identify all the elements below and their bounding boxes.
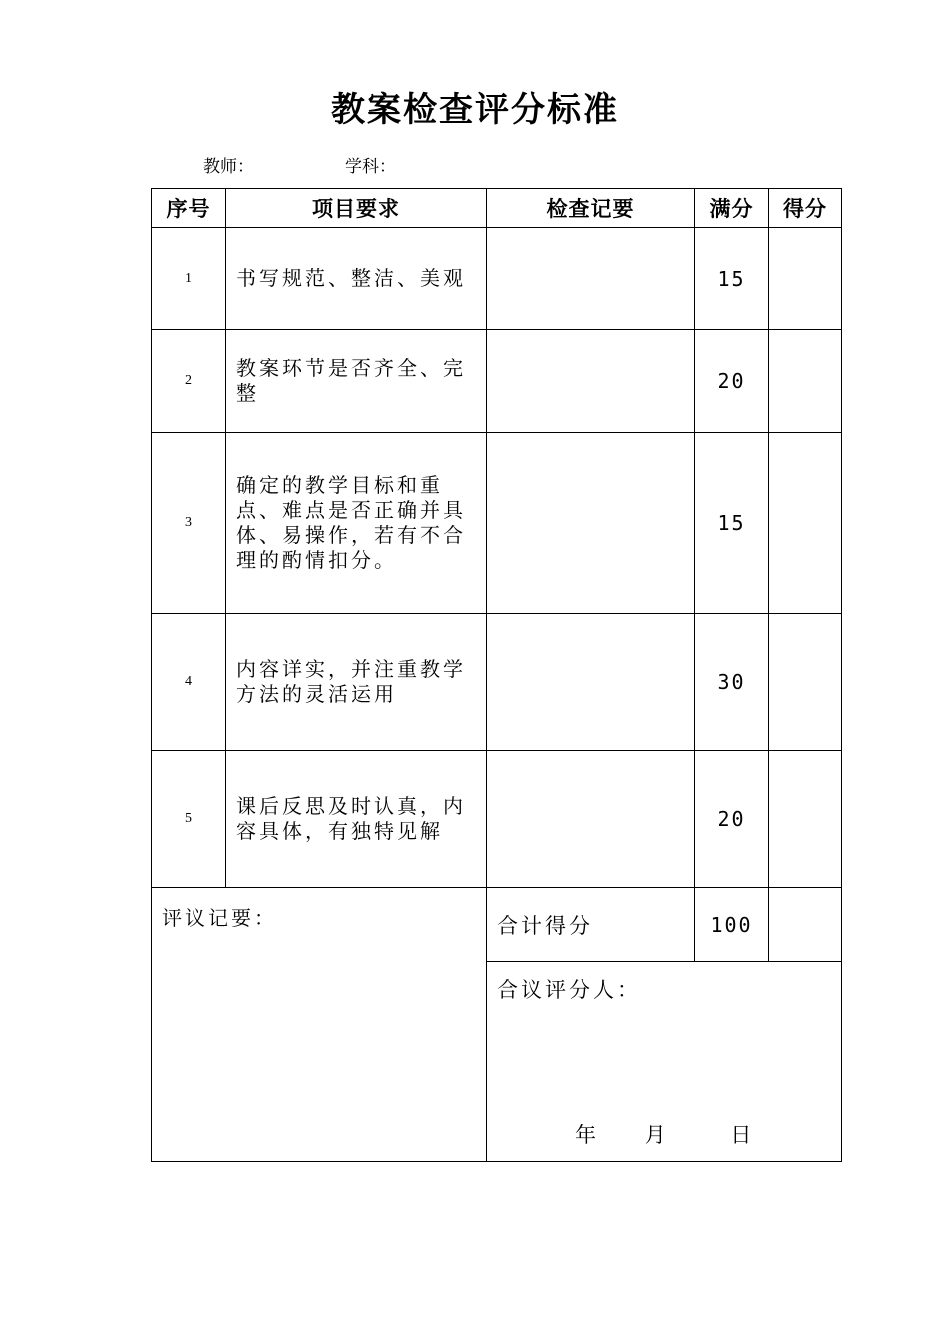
table-row bbox=[152, 228, 842, 330]
page-title: 教案检查评分标准 bbox=[331, 90, 619, 130]
header-full-score: 满分 bbox=[695, 189, 769, 228]
row-requirement: 内容详实，并注重教学方法的灵活运用 bbox=[226, 614, 487, 751]
signer-label: 合议评分人： bbox=[497, 978, 641, 1002]
row-score-cell[interactable] bbox=[769, 228, 842, 330]
row-requirement: 确定的教学目标和重点、难点是否正确并具体、易操作，若有不合理的酌情扣分。 bbox=[226, 433, 487, 614]
row-requirement: 课后反思及时认真，内容具体，有独特见解 bbox=[226, 751, 487, 888]
row-full-score: 15 bbox=[695, 433, 769, 614]
row-seq: 5 bbox=[152, 751, 226, 888]
row-notes-cell[interactable] bbox=[487, 228, 695, 330]
row-score-cell[interactable] bbox=[769, 330, 842, 433]
date-month-label: 月 bbox=[644, 1123, 666, 1147]
row-seq: 3 bbox=[152, 433, 226, 614]
row-full-score: 30 bbox=[695, 614, 769, 751]
teacher-label: 教师： bbox=[203, 157, 254, 177]
row-score-cell[interactable] bbox=[769, 614, 842, 751]
total-score-cell[interactable] bbox=[769, 888, 842, 962]
header-notes: 检查记要 bbox=[487, 189, 695, 228]
date-line bbox=[575, 1119, 751, 1149]
row-seq: 2 bbox=[152, 330, 226, 433]
total-full-score: 100 bbox=[695, 888, 769, 962]
table-row bbox=[152, 751, 842, 888]
scoring-table bbox=[151, 188, 842, 1162]
table-row bbox=[152, 433, 842, 614]
date-year-label: 年 bbox=[575, 1123, 596, 1147]
header-requirement: 项目要求 bbox=[226, 189, 487, 228]
signer-cell[interactable] bbox=[487, 962, 842, 1162]
row-seq: 1 bbox=[152, 228, 226, 330]
row-score-cell[interactable] bbox=[769, 751, 842, 888]
header-score: 得分 bbox=[769, 189, 842, 228]
table-header-row bbox=[152, 189, 842, 228]
comments-cell[interactable] bbox=[152, 888, 487, 1162]
comments-label: 评议记要： bbox=[162, 906, 277, 930]
row-score-cell[interactable] bbox=[769, 433, 842, 614]
table-row bbox=[152, 330, 842, 433]
row-requirement: 教案环节是否齐全、完整 bbox=[226, 330, 487, 433]
row-seq: 4 bbox=[152, 614, 226, 751]
header-seq: 序号 bbox=[152, 189, 226, 228]
row-requirement: 书写规范、整洁、美观 bbox=[226, 228, 487, 330]
row-full-score: 15 bbox=[695, 228, 769, 330]
subject-label: 学科： bbox=[345, 157, 396, 177]
date-day-label: 日 bbox=[730, 1123, 752, 1147]
total-label: 合计得分 bbox=[487, 888, 695, 962]
total-row bbox=[152, 888, 842, 962]
row-notes-cell[interactable] bbox=[487, 614, 695, 751]
row-notes-cell[interactable] bbox=[487, 433, 695, 614]
row-full-score: 20 bbox=[695, 330, 769, 433]
row-notes-cell[interactable] bbox=[487, 751, 695, 888]
table-row bbox=[152, 614, 842, 751]
row-notes-cell[interactable] bbox=[487, 330, 695, 433]
row-full-score: 20 bbox=[695, 751, 769, 888]
